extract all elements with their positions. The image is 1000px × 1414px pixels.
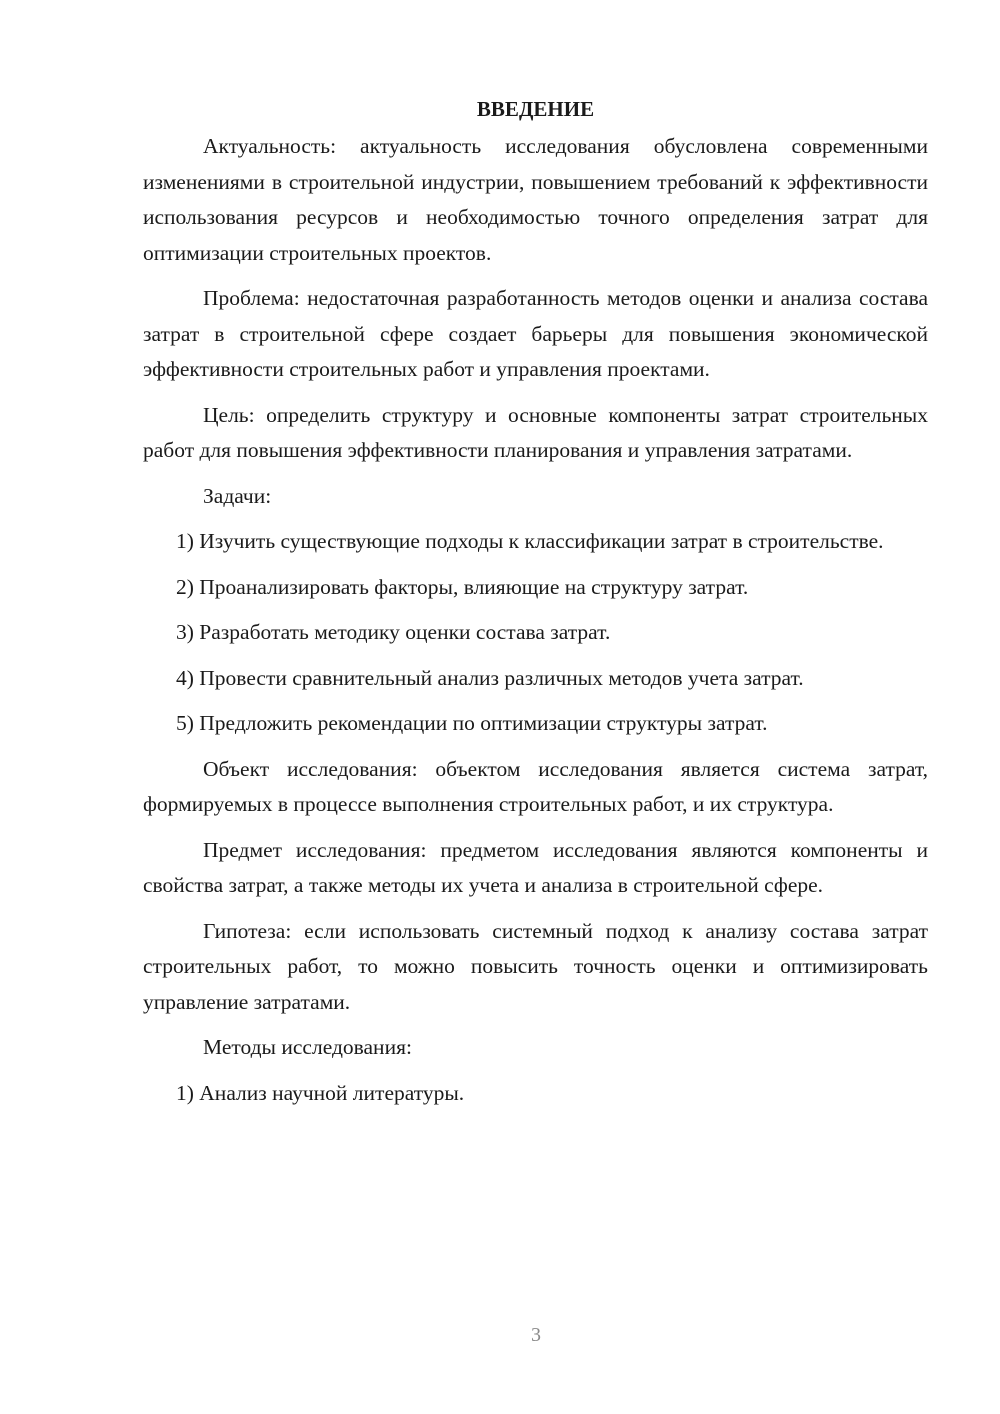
paragraph-goal: Цель: определить структуру и основные компоненты затрат строительных работ для повышения эффективности планирования и управления затратами. [143, 402, 928, 462]
page-number: 3 [531, 1324, 541, 1346]
task-item-4: 4) Провести сравнительный анализ различных методов учета затрат. [176, 665, 804, 690]
method-item-1: 1) Анализ научной литературы. [176, 1080, 465, 1105]
document-page [143, 92, 928, 1121]
task-item-5: 5) Предложить рекомендации по оптимизации структуры затрат. [176, 711, 768, 735]
paragraph-relevance: Актуальность: актуальность исследования обусловлена современными изменениями в строительной индустрии, повышением требований к эффективности использования ресурсов и необходимостью точного определения затрат для оптимизации строительных проектов. [143, 134, 928, 265]
document-title: ВВЕДЕНИЕ [476, 97, 595, 121]
task-item-1: 1) Изучить существующие подходы к классификации затрат в строительстве. [176, 529, 884, 553]
paragraph-object: Объект исследования: объектом исследования является система затрат, формируемых в процессе выполнения строительных работ, и их структура. [143, 756, 928, 816]
paragraph-methods-heading: Методы исследования: [203, 1035, 412, 1059]
paragraph-problem: Проблема: недостаточная разработанность методов оценки и анализа состава затрат в строительной сфере создает барьеры для повышения экономической эффективности строительных работ и управления проектами. [143, 286, 928, 381]
paragraph-hypothesis: Гипотеза: если использовать системный подход к анализу состава затрат строительных работ, то можно повысить точность оценки и оптимизировать управление затратами. [143, 918, 928, 1014]
paragraph-tasks-heading: Задачи: [203, 483, 272, 508]
task-item-3: 3) Разработать методику оценки состава затрат. [176, 620, 611, 644]
task-item-2: 2) Проанализировать факторы, влияющие на структуру затрат. [176, 574, 749, 599]
paragraph-subject: Предмет исследования: предметом исследования являются компоненты и свойства затрат, а также методы их учета и анализа в строительной сфере. [143, 837, 928, 897]
